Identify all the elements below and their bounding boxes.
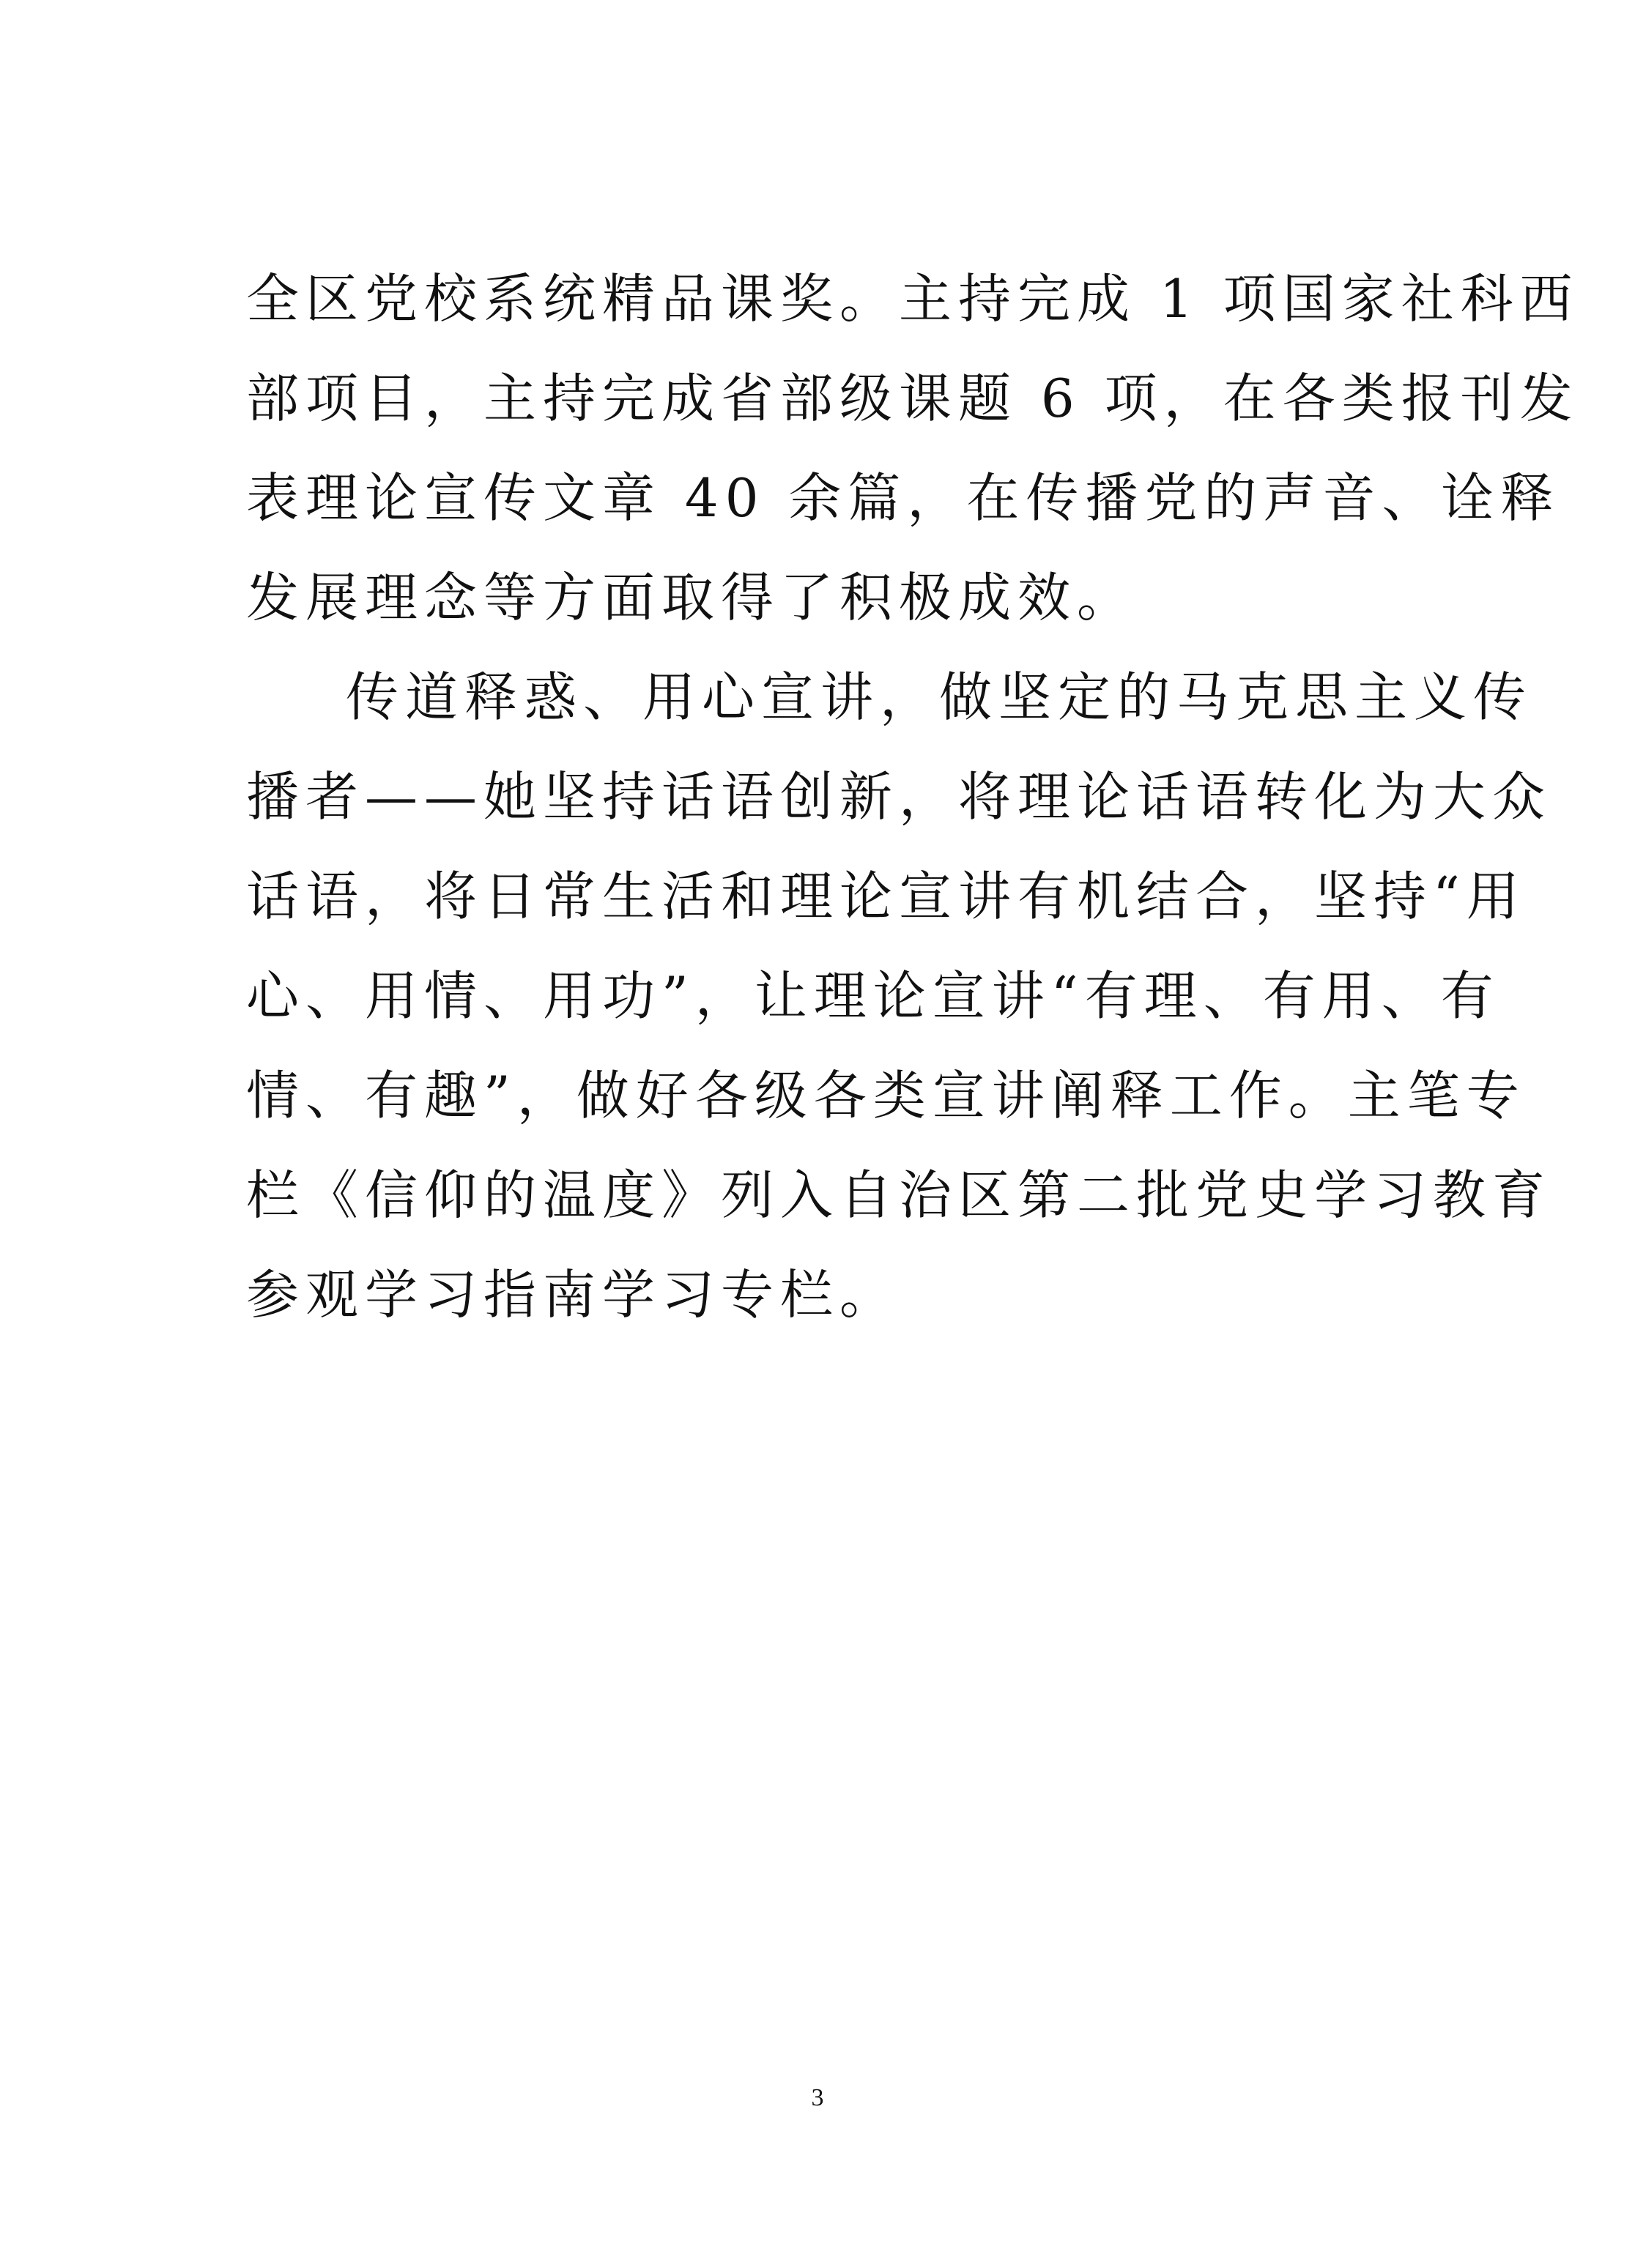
text-line: 发展理念等方面取得了积极成效。 xyxy=(246,567,1137,628)
text-line: 栏《信仰的温度》列入自治区第二批党史学习教育 xyxy=(246,1164,1552,1226)
text-line: 部项目，主持完成省部级课题 6 项，在各类报刊发 xyxy=(246,368,1579,429)
paragraph-first-line: 传道释惑、用心宣讲，做坚定的马克思主义传 xyxy=(346,666,1533,728)
body-text xyxy=(246,249,1579,1345)
text-line: 表理论宣传文章 40 余篇，在传播党的声音、诠释 xyxy=(246,467,1560,529)
text-line: 播者——她坚持话语创新，将理论话语转化为大众 xyxy=(246,766,1552,828)
text-line: 全区党校系统精品课奖。主持完成 1 项国家社科西 xyxy=(246,268,1579,330)
text-line: 心、用情、用功”，让理论宣讲“有理、有用、有 xyxy=(246,965,1500,1027)
page-number: 3 xyxy=(811,2084,824,2111)
text-line: 情、有趣”，做好各级各类宣讲阐释工作。主笔专 xyxy=(246,1065,1526,1126)
text-line: 参观学习指南学习专栏。 xyxy=(246,1264,900,1326)
text-line: 话语，将日常生活和理论宣讲有机结合，坚持“用 xyxy=(246,866,1526,927)
